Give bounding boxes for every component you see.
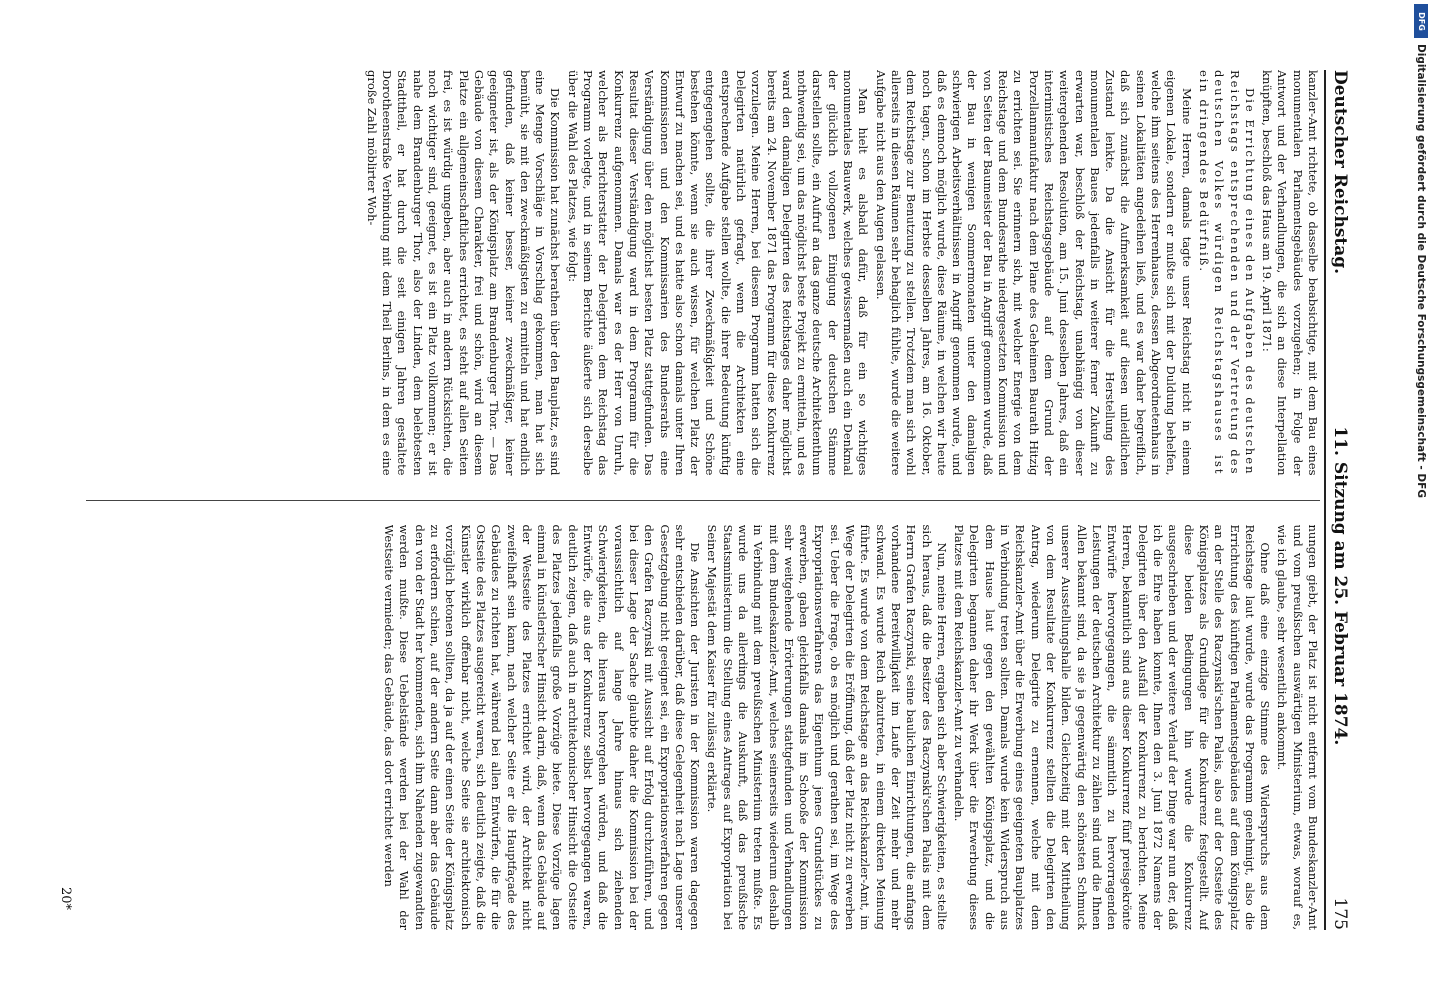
paragraph: Nun, meine Herren, ergaben sich aber Schwierigkeiten, es stellte sich heraus, daß die Besitzer des Raczynski'schen Palais mit dem Herrn Grafen Raczynski, seine baulichen Einrichtungen, die anfangs vorhandene Bereitwilligkeit im Laufe der Zeit mehr und mehr schwand. Es wurde Reich abzutreten, in einem direkten Meinung führte. Es wurde von dem Reichstage an das Reichskanzler-Amt, im Wege der Delegirten die Eröffnung, daß der Platz nicht zu erwerben sei. Ueber die Frage, ob es möglich und gerathen sei, im Wege des Expropriationsverfahrens das Eigenthum jenes Grundstückes zu erwerben, gaben gleichfalls damals im Schooße der Kommission sehr weitgehende Erörterungen stattgefunden und Verhandlungen mit dem Bundeskanzler-Amt, welches seinerseits wiederum deshalb in Verbindung mit dem preußischen Ministerium treten mußte. Es wurde uns da allerdings die Auskunft, daß das preußische Staatsministerium die Stellung eines Antrages auf Expropriation bei Seiner Majestät dem Kaiser für zulässig erklärte. [705,524,949,930]
text-columns [86,70,1320,930]
header-session: 11. Sitzung am 25. Februar 1874. [1330,426,1350,746]
credit-sidebar [1412,0,1430,1000]
credit-text: Digitalisierung gefördert durch die Deutsche Forschungsgemeinschaft - DFG [1415,44,1427,498]
dfg-logo-text: DFG [1416,11,1426,31]
paragraph: Man hielt es alsbald dafür, daß für ein so wichtiges monumentales Bauwerk, welches gewissermaßen auch ein Denkmal der glücklich vollzogenen Einigung der deutschen Stämme darstellen sollte, ein Aufruf an das ganze deutsche Architektenthum nothwendig sei, um das möglichst beste Projekt zu ermitteln, und es ward den damaligen Delegirten des Reichstages daher möglichst bereits am 24. November 1871 das Programm für diese Konkurrenz vorzulegen. Meine Herren, bei diesem Programm hatten sich die Delegirten natürlich gefragt, wenn die Architekten eine entsprechende Aufgabe stellen wollte, die ihrer Bedeutung künftig entgegengehen sollte, die ihrer Zweckmäßigkeit und Schöne bestehen könnte, wenn sie auch wissen, für welchen Platz der Entwurf zu machen sei, und es hatte also schon damals unter Ihren Kommissionen und den Kommissarien des Bundesraths eine Verständigung über den möglichst besten Platz stattgefunden. Das Resultat dieser Verständigung ward in dem Programm für die Konkurrenz aufgenommen. Damals war es der Herr von Unruh, welcher als Berichterstatter der Delegirten dem Reichstag das Programm vorlegte, und in seinem Berichte äußerte sich derselbe über die Wahl des Platzes, wie folgt: [565,70,871,476]
text-column-right [86,525,1320,931]
paragraph: Die Ansichten der Juristen in der Kommission waren dagegen sehr entschieden darüber, daß diese Gelegenheit nach Lage unserer Gesetzgebung nicht geeignet sei, ein Expropriationsverfahren gegen den Grafen Raczynski mit Aussicht auf Erfolg durchzuführen, und bei dieser Lage der Sache glaubte daher die Kommission bei der voraussichtlich auf lange Jahre hinaus sich ziehenden Schwierigkeiten, die hieraus hervorgehen würden, und daß die Entwürfe, die aus der Konkurrenz selbst hervorgegangen waren, deutlich zeigen, daß auch in architektonischer Hinsicht die Ostseite des Platzes jedenfalls große Vorzüge biete. Diese Vorzüge lagen einmal in künstlerischer Hinsicht darin, daß, wenn das Gebäude auf der Westseite des Platzes errichtet wird, der Architekt nicht zweifelhaft sein kann, nach welcher Seite er die Hauptfaçade des Gebäudes zu richten hat, während bei allen Entwürfen, die für die Ostseite des Platzes ausgereicht waren, sich deutlich zeigte, daß die Künstler wirklich offenbar nicht, welche Seite sie architektonisch vorzüglich betonen sollten, da ja auf der einen Seite der Königsplatz zu erfordern schien, auf der andern Seite dann aber das Gebäude den von der Stadt her kommenden, sich ihm Nahenden zugewandten werden mußte. Diese Uebelstände werden bei der Wahl der Westseite vermieden; das Gebäude, das dort errichtet werden [382,524,703,930]
paragraph: Ohne daß eine einzige Stimme des Widerspruchs aus dem Reichstage laut wurde, wurde das Programm genehmigt, also die Errichtung des künftigen Parlamentsgebäudes auf dem Königsplatz an der Stelle des Raczynski'schen Palais, also auf der Ostseite des Königsplatzes als Grundlage für die Konkurrenz festgestellt. Auf diese beiden Bedingungen hin wurde die Konkurrenz ausgeschrieben und der weitere Verlauf der Dinge war nun der, daß ich die Ehre haben konnte, Ihnen den 3. Juni 1872 Namens der Delegirten über den Ausfall der Konkurrenz zu berichten. Meine Herren, bekanntlich sind aus dieser Konkurrenz fünf preisgekrönte Entwürfe hervorgegangen, die sämmtlich zu hervorragenden Leistungen der deutschen Architektur zu zählen sind und die Ihnen Allen bekannt sind, da sie ja gegenwärtig den schönsten Schmuck unserer Ausstellungshalle bilden. Gleichzeitig mit der Mittheilung von dem Resultate der Konkurrenz stellten die Delegirten den Antrag, wiederum Delegirte zu ernennen, welche mit dem Reichskanzler-Amt über die Erwerbung eines geeigneten Bauplatzes in Verbindung treten sollten. Damals wurde kein Widerspruch aus dem Hause laut gegen den gewählten Königsplatz, und die Delegirten begannen daher ihr Werk über die Erwerbung dieses Platzes mit dem Reichskanzler-Amt zu verhandeln. [952,524,1273,930]
credit-line [1413,44,1429,904]
newspaper-page [46,30,1386,970]
text-column-left [86,70,1320,476]
paragraph: Meine Herren, damals tagte unser Reichstag nicht in einem eigenen Lokale, sondern er mußte sich mit der Duldung behelfen, welche ihm seitens des Herrenhauses, dessen Abgeordnetenhaus in seinen Lokalitäten angedeihen ließ, und es war daher begreiflich, daß sich zunächst die Aufmerksamkeit auf diesen unleidlichen Zustand lenkte. Da die Ansicht für die Herstellung des monumentalen Baues jedenfalls in weiterer ferner Zukunft zu erwarten war, beschloß der Reichstag, unabhängig von dieser weitergehenden Resolution, am 15. Juni desselben Jahres, daß ein interimistisches Reichstagsgebäude auf dem Grund der Porzellanmanufaktur nach dem Plane des Geheimen Baurath Hitzig zu errichten sei. Sie erinnern sich, mit welcher Energie von dem Reichstage und dem Bundesrathe niedergesetzten Kommission und von Seiten der Baumeister der Bau in Angriff genommen wurde, daß der Bau in wenigen Sommermonaten unter den damaligen schwierigen Arbeitsverhältnissen in Angriff genommen wurde, und daß es dennoch möglich wurde, diese Räume, in welchen wir heute noch tagen, schon im Herbste desselben Jahres, am 16. Oktober, dem Reichstage zur Benutzung zu stellen. Trotzdem man sich wohl allerseits in diesen Räumen sehr behaglich fühlte, wurde die weitere Aufgabe nicht aus den Augen gelassen. [873,70,1194,476]
header-title: Deutscher Reichstag. [1330,70,1350,275]
paragraph: Die Errichtung eines den Aufgaben des deutschen Reichstags entsprechenden und der Vertretung des deutschen Volkes würdigen Reichstagshauses ist ein dringendes Bedürfniß. [1196,70,1257,476]
printer-signature: 20* [58,886,73,910]
page-header [1324,70,1364,930]
dfg-logo [1414,4,1428,38]
paragraph: kanzler-Amt richtete, ob dasselbe beabsichtige, mit dem Bau eines monumentalen Parlamentsgebäudes vorzugehen; in Folge der Antwort und der Verhandlungen, die sich an diese Interpellation knüpften, beschloß das Haus am 19. April 1871: [1260,70,1320,476]
page-number: 175 [1330,897,1350,930]
paragraph: Die Kommission hat zunächst berathen über den Bauplatz, es sind eine Menge Vorschläge in Vorschlag gekommen, man hat sich bemüht, sie mit den zweckmäßigsten zu ermitteln und hat endlich gefunden, daß keiner besser, keiner zweckmäßiger, keiner geeigneter ist, als der Königsplatz am Brandenburger Thor. — Das Gebäude von diesem Charakter, frei und schön, wird an diesem Platze ein allgemeinschaftliches errichtet, es steht auf allen Seiten frei, es ist würdig umgeben, aber auch in andern Rücksichten, die noch wichtiger sind, geeignet, es ist ein Platz vollkommen; er ist nahe dem Brandenburger Thor, also der Linden, dem belebtesten Stadttheil, er hat durch die seit einigen Jahren gestaltete Dorotheenstraße Verbindung mit dem Theil Berlins, in dem es eine große Zahl möblirter Woh- [364,70,563,476]
column-divider [86,500,1320,501]
paragraph: nungen giebt, der Platz ist nicht entfernt vom Bundeskanzler-Amt und vom preußischen auswärtigen Ministerium, etwas, worauf es, wie ich glaube, sehr wesentlich ankommt. [1275,524,1320,930]
